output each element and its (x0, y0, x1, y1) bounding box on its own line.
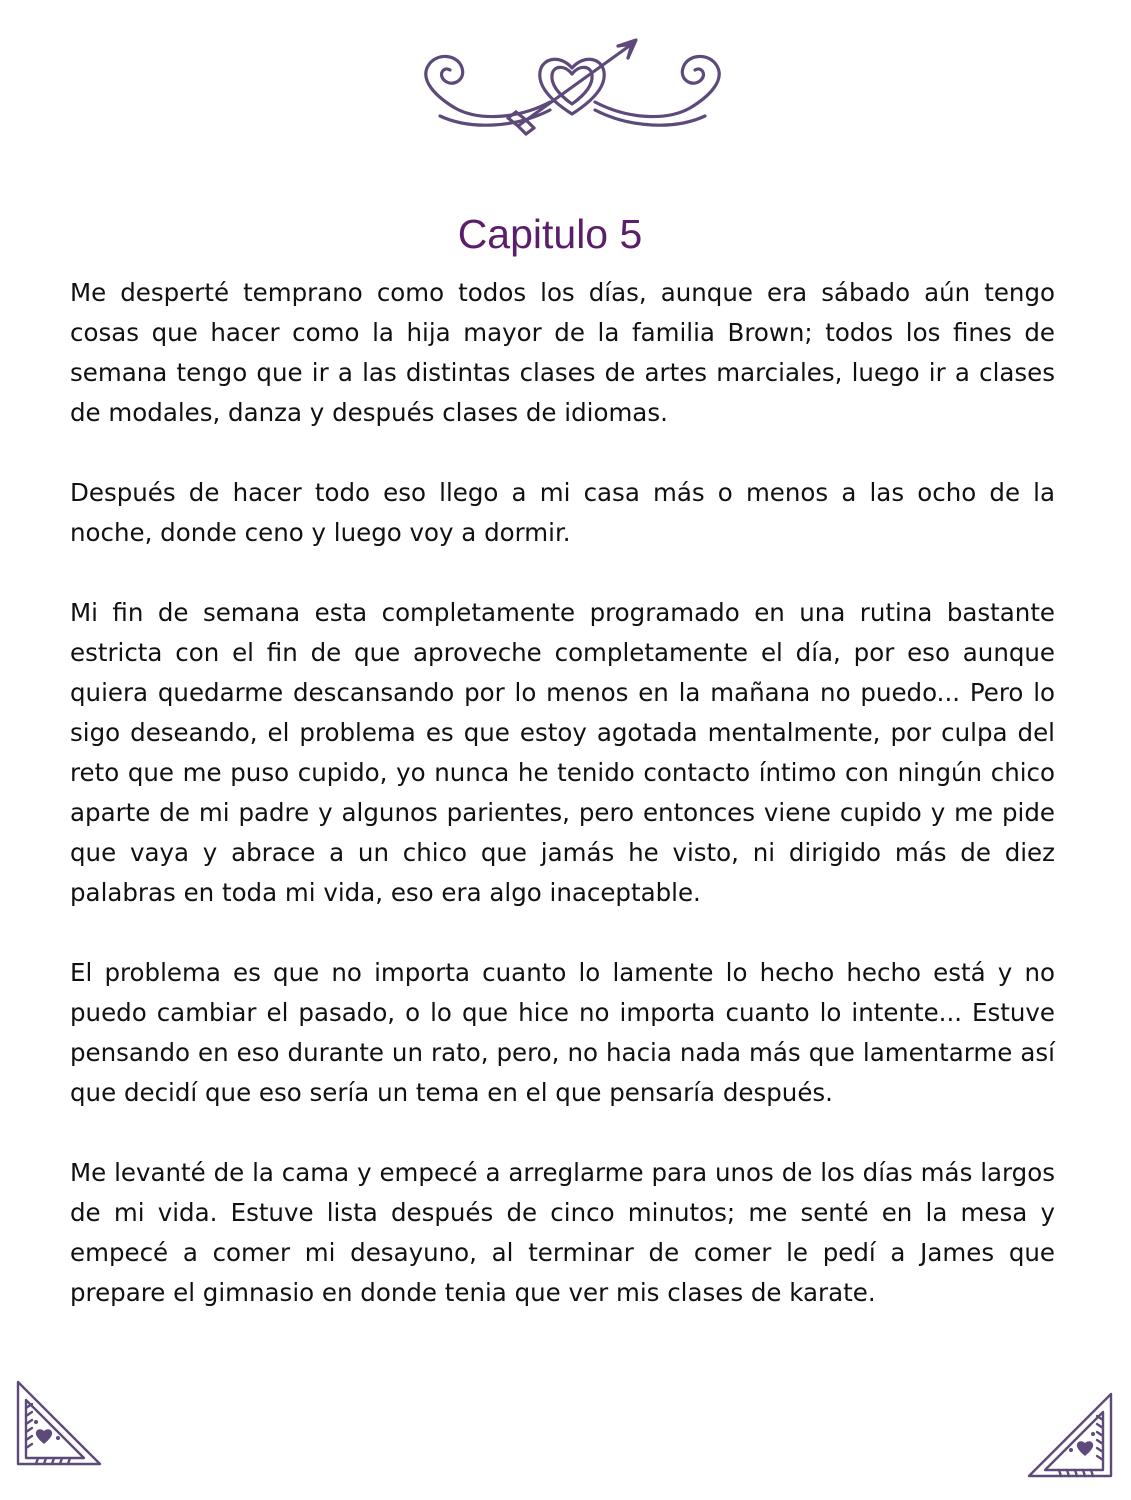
paragraph: El problema es que no importa cuanto lo lamente lo hecho hecho está y no puedo cambiar el pasado, o lo que hice no importa cuanto lo intente... Estuve pensando en eso durante un rato, pero, no hacia nada más que lamentarme así que decidí que eso sería un tema en el que pensaría después. (70, 958, 1055, 1107)
corner-triangle-heart-icon (1025, 1390, 1115, 1480)
paragraph: Me desperté temprano como todos los días, aunque era sábado aún tengo cosas que hacer como la hija mayor de la familia Brown; todos los fines de semana tengo que ir a las distintas clases de artes marciales, luego ir a clases de modales, danza y después clases de idiomas. (70, 278, 1055, 427)
paragraph: Me levanté de la cama y empecé a arreglarme para unos de los días más largos de mi vida. Estuve lista después de cinco minutos; me senté en la mesa y empecé a comer mi desayuno, al terminar de comer le pedí a James que prepare el gimnasio en donde tenia que ver mis clases de karate. (70, 1158, 1055, 1307)
corner-triangle-heart-icon (14, 1378, 104, 1468)
chapter-body (70, 273, 1055, 1313)
heart-arrow-flourish-icon (400, 30, 745, 140)
chapter-title: Capitulo 5 (457, 211, 643, 257)
paragraph: Después de hacer todo eso llego a mi casa más o menos a las ocho de la noche, donde ceno y luego voy a dormir. (70, 478, 1055, 547)
paragraph: Mi fin de semana esta completamente programado en una rutina bastante estricta con el fin de que aproveche completamente el día, por eso aunque quiera quedarme descansando por lo menos en la mañana no puedo... Pero lo sigo deseando, el problema es que estoy agotada mentalmente, por culpa del reto que me puso cupido, yo nunca he tenido contacto íntimo con ningún chico aparte de mi padre y algunos parientes, pero entonces viene cupido y me pide que vaya y abrace a un chico que jamás he visto, ni dirigido más de diez palabras en toda mi vida, eso era algo inaceptable. (70, 598, 1055, 907)
